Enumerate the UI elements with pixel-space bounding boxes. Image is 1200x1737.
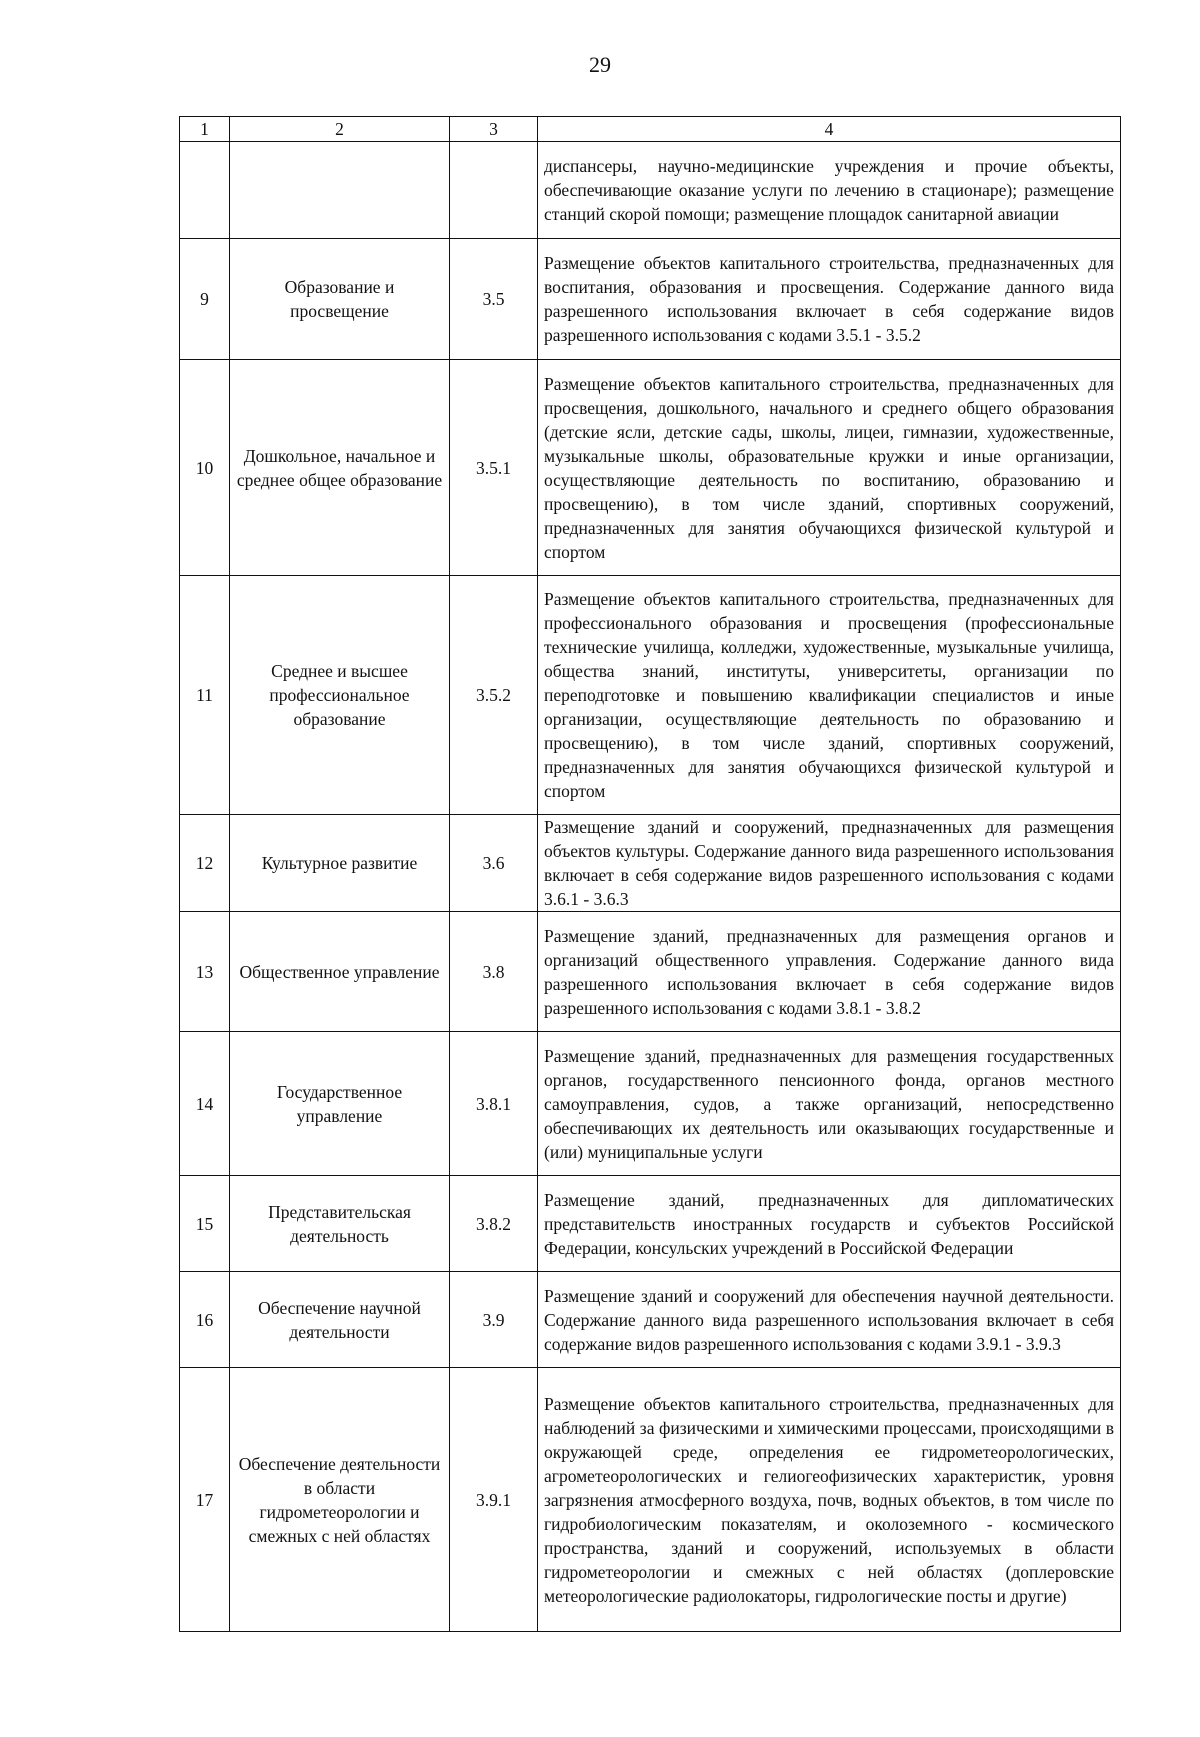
table-row — [180, 1032, 1121, 1176]
column-header-description: 4 — [538, 117, 1121, 142]
row-name: Государственное управление — [230, 1032, 450, 1176]
row-name: Культурное развитие — [230, 815, 450, 912]
table-row — [180, 576, 1121, 815]
row-number: 11 — [180, 576, 230, 815]
row-name: Дошкольное, начальное и среднее общее образование — [230, 360, 450, 576]
row-code: 3.8.1 — [450, 1032, 538, 1176]
row-number: 10 — [180, 360, 230, 576]
row-code: 3.5.1 — [450, 360, 538, 576]
table-row — [180, 815, 1121, 912]
row-name: Представительская деятельность — [230, 1176, 450, 1272]
row-code: 3.8.2 — [450, 1176, 538, 1272]
row-code: 3.6 — [450, 815, 538, 912]
row-description: Размещение зданий, предназначенных для дипломатических представительств иностранных государств и субъектов Российской Федерации, консульских учреждений в Российской Федерации — [538, 1176, 1121, 1272]
row-code: 3.9 — [450, 1272, 538, 1368]
row-number: 9 — [180, 239, 230, 360]
row-code: 3.8 — [450, 912, 538, 1032]
row-code: 3.5.2 — [450, 576, 538, 815]
row-description: Размещение объектов капитального строительства, предназначенных для воспитания, образования и просвещения. Содержание данного вида разрешенного использования включает в себя содержание видов разрешенного использования с кодами 3.5.1 - 3.5.2 — [538, 239, 1121, 360]
row-description: Размещение объектов капитального строительства, предназначенных для просвещения, дошкольного, начального и среднего общего образования (детские ясли, детские сады, школы, лицеи, гимназии, художественные, музыкальные школы, образовательные кружки и иные организации, осуществляющие деятельность по воспитанию, образованию и просвещению), в том числе зданий, спортивных сооружений, предназначенных для занятия обучающихся физической культурой и спортом — [538, 360, 1121, 576]
row-description: диспансеры, научно-медицинские учреждения и прочие объекты, обеспечивающие оказание услуги по лечению в стационаре); размещение станций скорой помощи; размещение площадок санитарной авиации — [538, 142, 1121, 239]
table-row — [180, 1368, 1121, 1632]
row-number: 17 — [180, 1368, 230, 1632]
row-description: Размещение объектов капитального строительства, предназначенных для наблюдений за физическими и химическими процессами, происходящими в окружающей среде, определения ее гидрометеорологических, агрометеорологических и гелиогеофизических характеристик, уровня загрязнения атмосферного воздуха, почв, водных объектов, в том числе по гидробиологическим показателям, и околоземного - космического пространства, зданий и сооружений, используемых в области гидрометеорологии и смежных с ней областях (доплеровские метеорологические радиолокаторы, гидрологические посты и другие) — [538, 1368, 1121, 1632]
row-name: Обеспечение деятельности в области гидрометеорологии и смежных с ней областях — [230, 1368, 450, 1632]
table-row — [180, 1176, 1121, 1272]
row-code: 3.9.1 — [450, 1368, 538, 1632]
row-name: Образование и просвещение — [230, 239, 450, 360]
row-description: Размещение зданий, предназначенных для размещения государственных органов, государственного пенсионного фонда, органов местного самоуправления, судов, а также организаций, непосредственно обеспечивающих их деятельность или оказывающих государственные и (или) муниципальные услуги — [538, 1032, 1121, 1176]
row-number: 16 — [180, 1272, 230, 1368]
row-name: Обеспечение научной деятельности — [230, 1272, 450, 1368]
row-description: Размещение зданий и сооружений, предназначенных для размещения объектов культуры. Содержание данного вида разрешенного использования включает в себя содержание видов разрешенного использования с кодами 3.6.1 - 3.6.3 — [538, 815, 1121, 912]
table-row — [180, 912, 1121, 1032]
column-header-name: 2 — [230, 117, 450, 142]
table-row — [180, 360, 1121, 576]
table-header-row — [180, 117, 1121, 142]
row-description: Размещение зданий и сооружений для обеспечения научной деятельности. Содержание данного вида разрешенного использования включает в себя содержание видов разрешенного использования с кодами 3.9.1 - 3.9.3 — [538, 1272, 1121, 1368]
row-number: 14 — [180, 1032, 230, 1176]
table-row — [180, 1272, 1121, 1368]
row-description: Размещение зданий, предназначенных для размещения органов и организаций общественного управления. Содержание данного вида разрешенного использования включает в себя содержание видов разрешенного использования с кодами 3.8.1 - 3.8.2 — [538, 912, 1121, 1032]
land-use-table — [179, 116, 1121, 1632]
row-code: 3.5 — [450, 239, 538, 360]
table-row — [180, 142, 1121, 239]
row-name: Среднее и высшее профессиональное образование — [230, 576, 450, 815]
row-name: Общественное управление — [230, 912, 450, 1032]
column-header-number: 1 — [180, 117, 230, 142]
row-number: 15 — [180, 1176, 230, 1272]
row-number: 13 — [180, 912, 230, 1032]
row-number — [180, 142, 230, 239]
row-number: 12 — [180, 815, 230, 912]
row-name — [230, 142, 450, 239]
row-code — [450, 142, 538, 239]
row-description: Размещение объектов капитального строительства, предназначенных для профессионального образования и просвещения (профессиональные технические училища, колледжи, художественные, музыкальные училища, общества знаний, институты, университеты, организации по переподготовке и повышению квалификации специалистов и иные организации, осуществляющие деятельность по образованию и просвещению), в том числе зданий, спортивных сооружений, предназначенных для занятия обучающихся физической культурой и спортом — [538, 576, 1121, 815]
table-row — [180, 239, 1121, 360]
page-number: 29 — [589, 52, 611, 77]
column-header-code: 3 — [450, 117, 538, 142]
